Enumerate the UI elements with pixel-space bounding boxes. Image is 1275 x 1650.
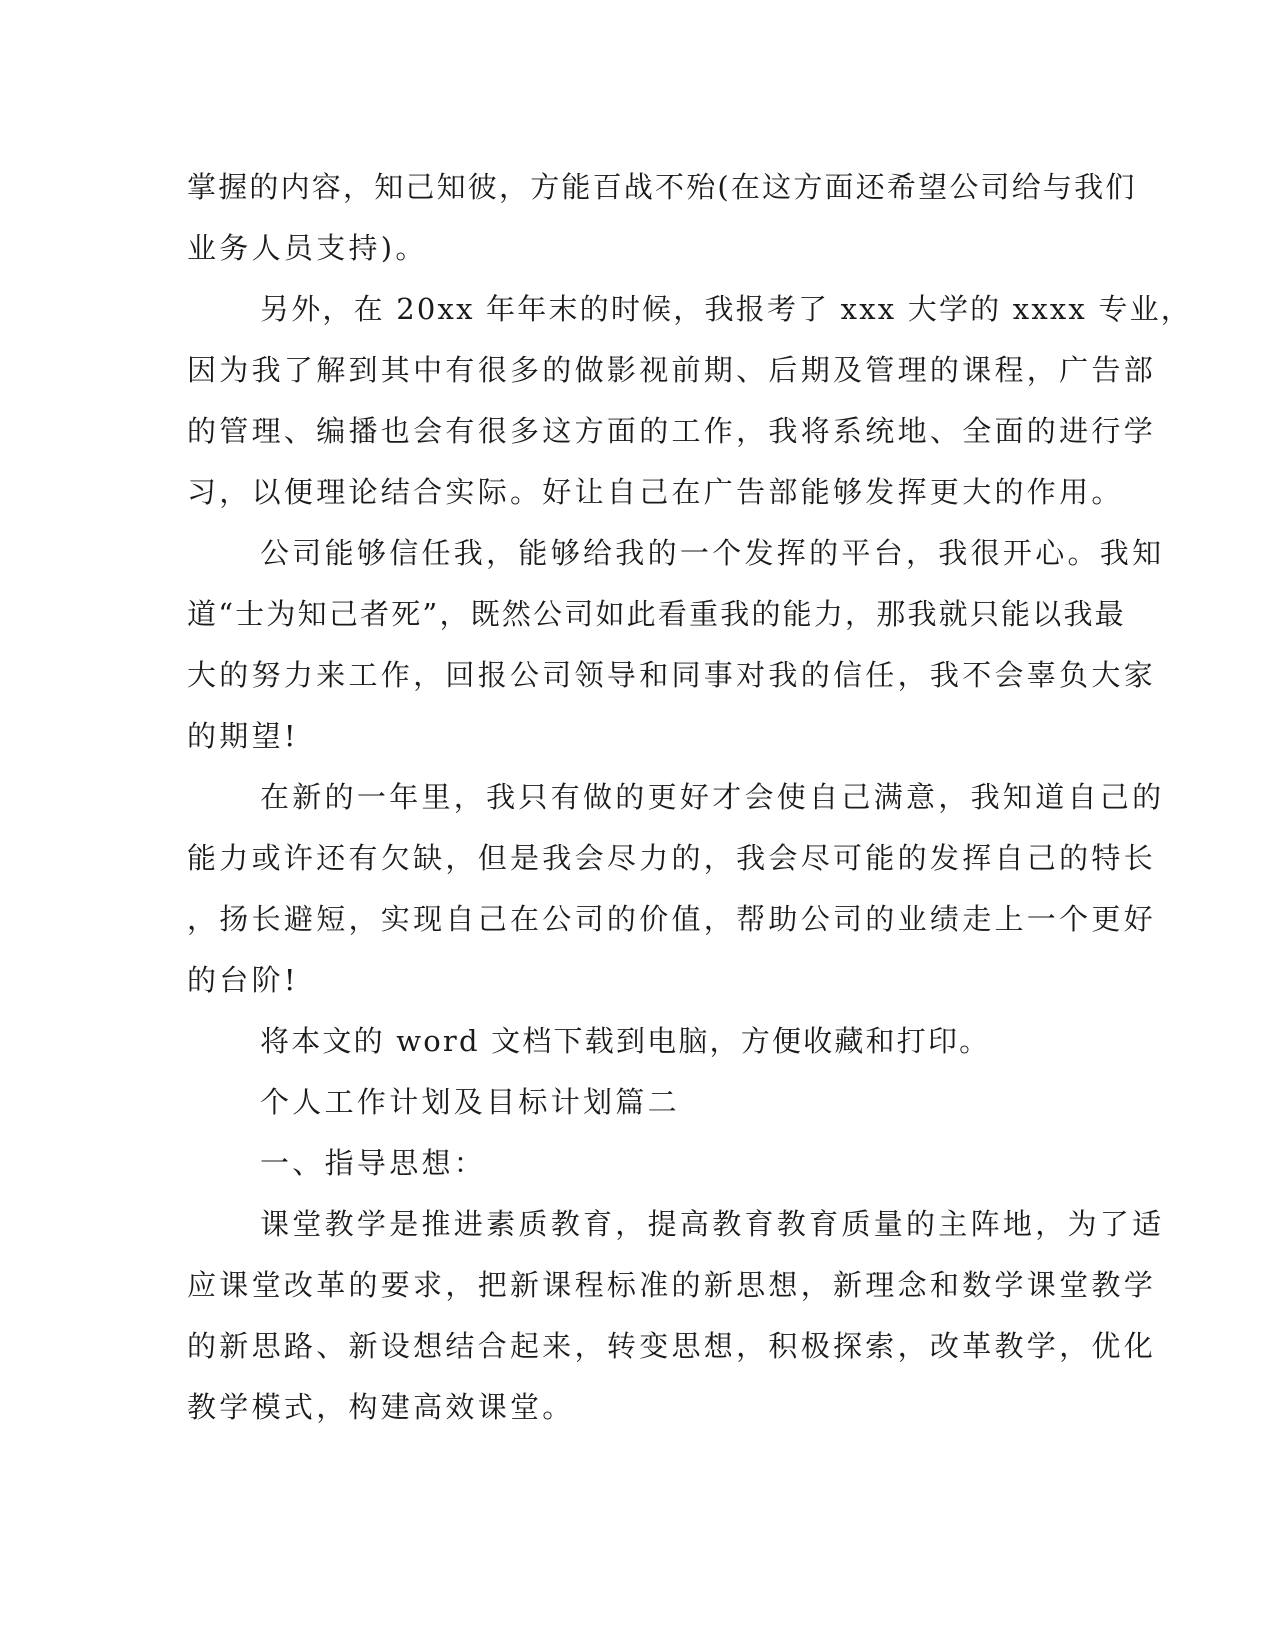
text-line: 教学模式，构建高效课堂。 — [187, 1390, 575, 1424]
text-line: 因为我了解到其中有很多的做影视前期、后期及管理的课程，广告部 — [187, 353, 1157, 387]
section-heading: 个人工作计划及目标计划篇二 — [260, 1085, 680, 1119]
text-line: 掌握的内容，知己知彼，方能百战不殆(在这方面还希望公司给与我们 — [187, 170, 1137, 204]
text-line: ，扬长避短，实现自己在公司的价值，帮助公司的业绩走上一个更好 — [187, 902, 1157, 936]
document-body — [187, 157, 1193, 1438]
text-line: 能力或许还有欠缺，但是我会尽力的，我会尽可能的发挥自己的特长 — [187, 841, 1157, 875]
text-line: 的期望! — [187, 719, 299, 753]
paragraph-first-line: 课堂教学是推进素质教育，提高教育教育质量的主阵地，为了适 — [260, 1207, 1165, 1241]
paragraph-first-line: 将本文的 word 文档下载到电脑，方便收藏和打印。 — [260, 1024, 991, 1058]
paragraph-first-line: 公司能够信任我，能够给我的一个发挥的平台，我很开心。我知 — [260, 536, 1165, 570]
text-line: 业务人员支持)。 — [187, 231, 428, 265]
subsection-heading: 一、指导思想： — [260, 1146, 487, 1180]
text-line: 应课堂改革的要求，把新课程标准的新思想，新理念和数学课堂教学 — [187, 1268, 1157, 1302]
text-line: 的管理、编播也会有很多这方面的工作，我将系统地、全面的进行学 — [187, 414, 1157, 448]
paragraph-first-line: 在新的一年里，我只有做的更好才会使自己满意，我知道自己的 — [260, 780, 1165, 814]
text-line: 道“士为知己者死”，既然公司如此看重我的能力，那我就只能以我最 — [187, 597, 1126, 631]
text-line: 的台阶! — [187, 963, 299, 997]
text-line: 习，以便理论结合实际。好让自己在广告部能够发挥更大的作用。 — [187, 475, 1124, 509]
text-line: 大的努力来工作，回报公司领导和同事对我的信任，我不会辜负大家 — [187, 658, 1157, 692]
paragraph-first-line: 另外，在 20xx 年年末的时候，我报考了 xxx 大学的 xxxx 专业， — [260, 292, 1193, 326]
text-line: 的新思路、新设想结合起来，转变思想，积极探索，改革教学，优化 — [187, 1329, 1157, 1363]
